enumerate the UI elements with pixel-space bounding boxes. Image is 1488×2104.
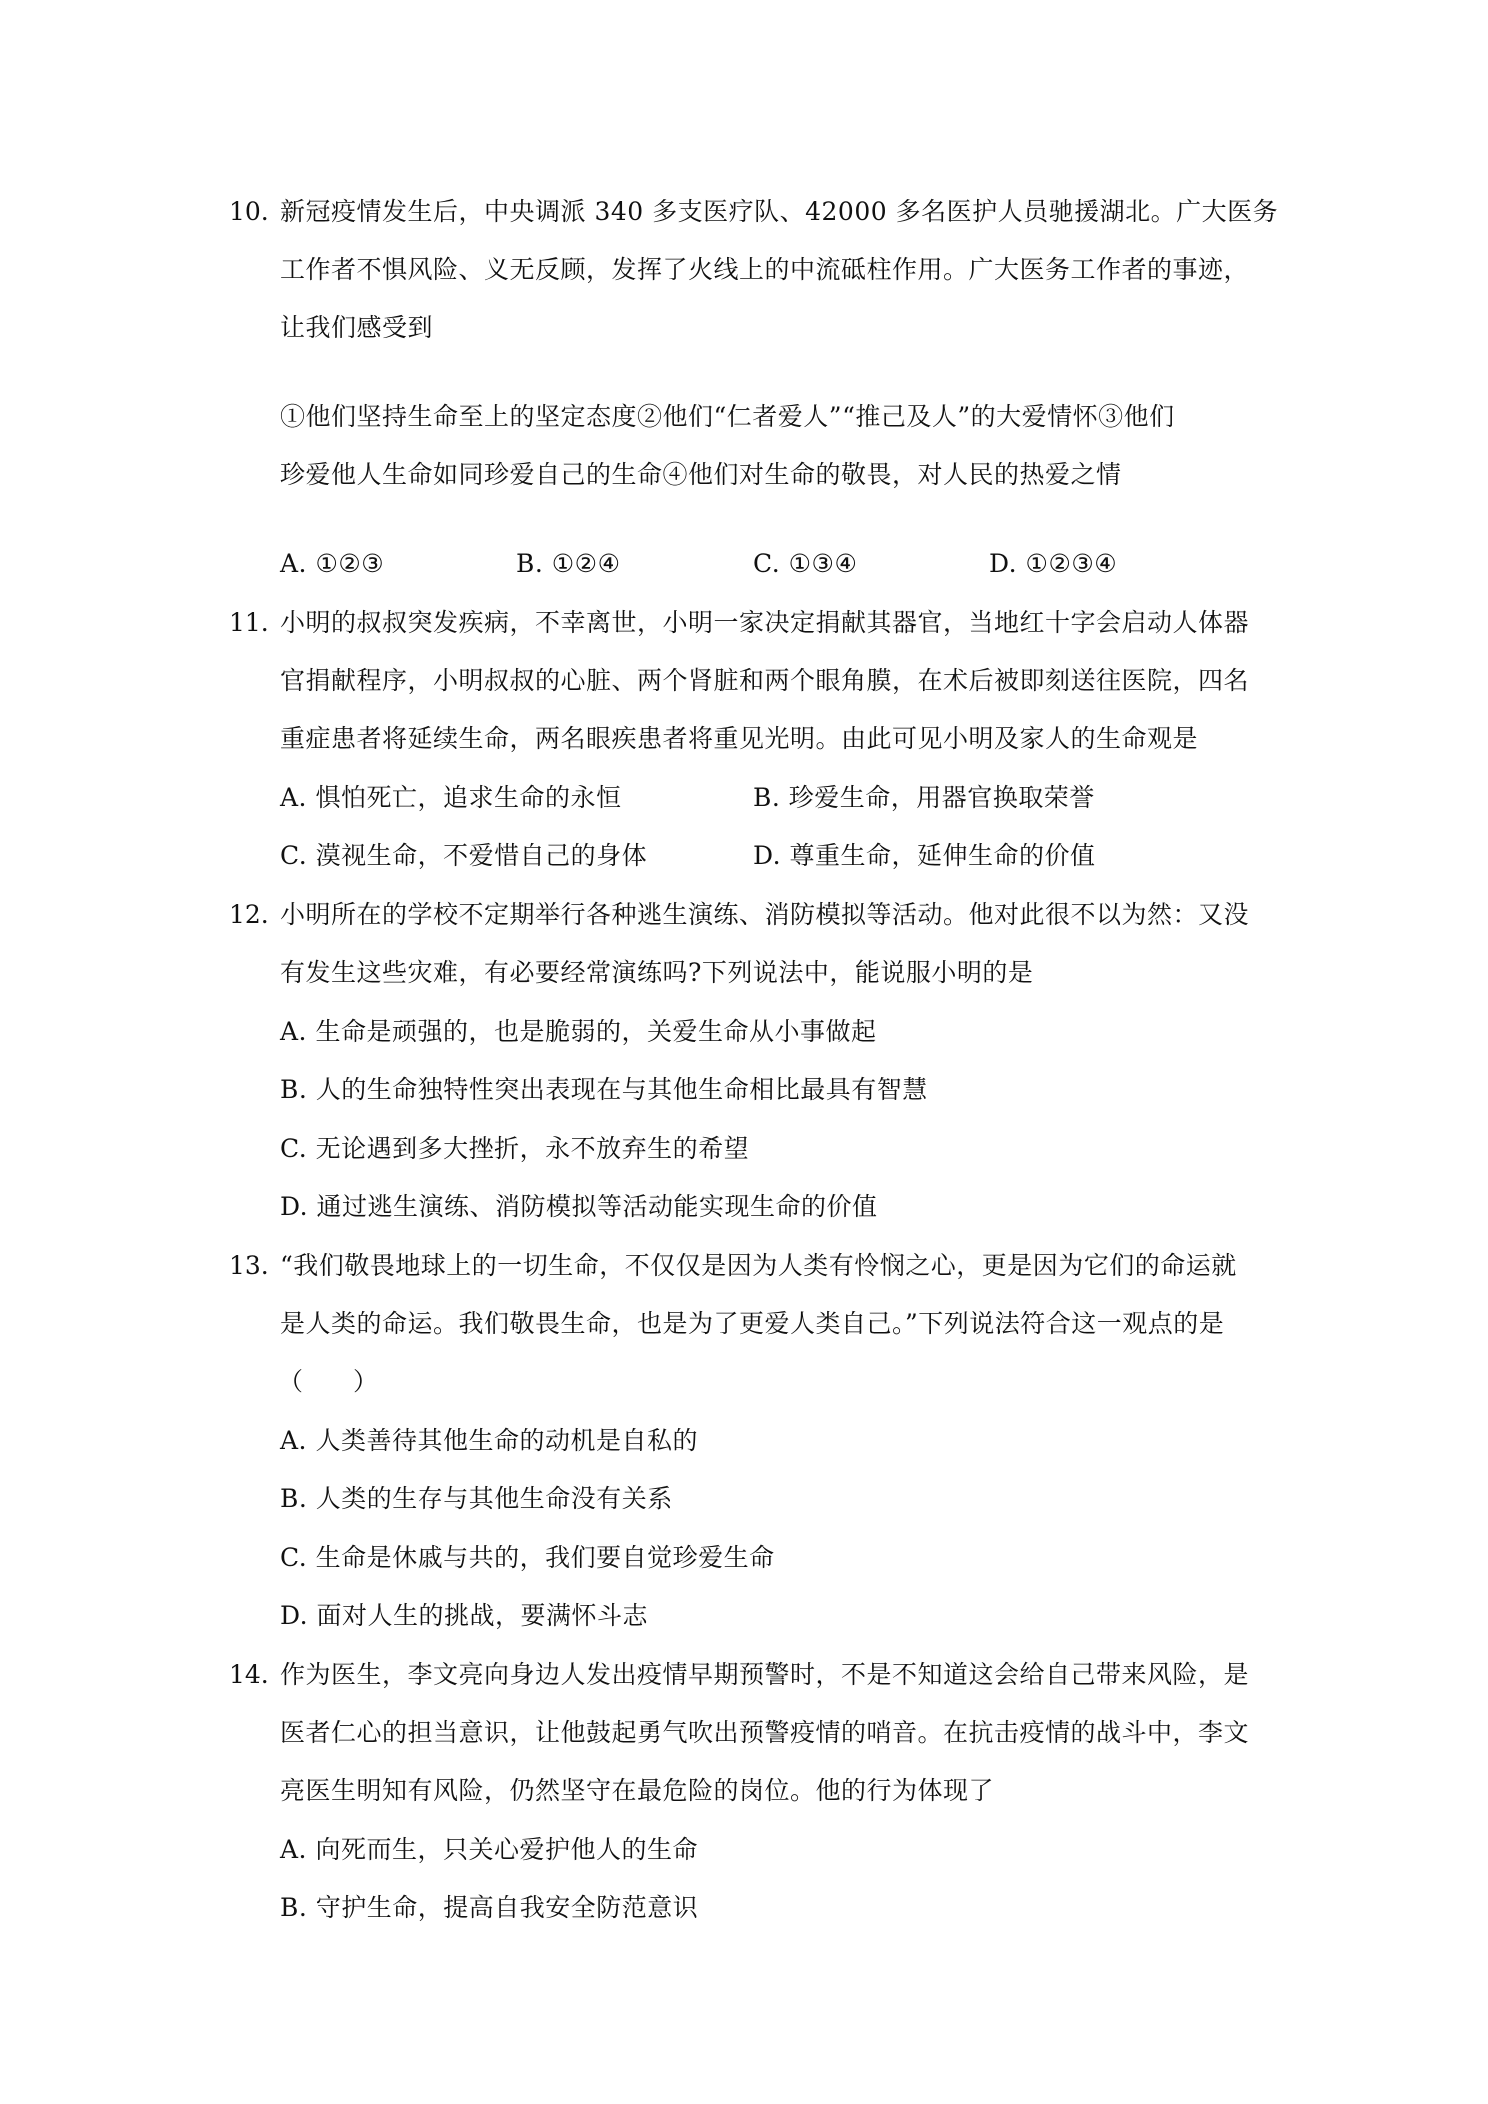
question-text-line: 让我们感受到 [280,313,434,342]
option-a: A. 生命是顽强的，也是脆弱的，关爱生命从小事做起 [280,1017,877,1046]
question-text-line: 是人类的命运。我们敬畏生命，也是为了更爱人类自己。”下列说法符合这一观点的是 [280,1309,1225,1338]
option-d: D. 面对人生的挑战，要满怀斗志 [280,1601,649,1630]
question-text-line: 工作者不惧风险、义无反顾，发挥了火线上的中流砥柱作用。广大医务工作者的事迹， [280,255,1250,284]
option-d: D. 通过逃生演练、消防模拟等活动能实现生命的价值 [280,1192,878,1221]
question-text-line: 新冠疫情发生后，中央调派 340 多支医疗队、42000 多名医护人员驰援湖北。广大医务 [280,197,1279,226]
option-c: C. ①③④ [753,549,858,578]
question-text-line: “我们敬畏地球上的一切生命，不仅仅是因为人类有怜悯之心，更是因为它们的命运就 [280,1251,1237,1280]
statement-line: 珍爱他人生命如同珍爱自己的生命④他们对生命的敬畏，对人民的热爱之情 [280,460,1122,489]
option-c: C. 漠视生命，不爱惜自己的身体 [280,841,648,870]
option-a: A. 惧怕死亡，追求生命的永恒 [280,783,622,812]
option-d: D. ①②③④ [989,549,1118,578]
question-number: 14. [229,1660,269,1689]
option-a: A. 向死而生，只关心爱护他人的生命 [280,1835,698,1864]
option-b: B. 人类的生存与其他生命没有关系 [280,1484,673,1513]
statement-line: ①他们坚持生命至上的坚定态度②他们“仁者爱人”“推己及人”的大爱情怀③他们 [280,402,1175,431]
question-text-line: 医者仁心的担当意识，让他鼓起勇气吹出预警疫情的哨音。在抗击疫情的战斗中，李文 [280,1718,1250,1747]
question-text-line: 小明的叔叔突发疾病，不幸离世，小明一家决定捐献其器官，当地红十字会启动人体器 [280,608,1250,637]
option-b: B. 守护生命，提高自我安全防范意识 [280,1893,699,1922]
option-c: C. 生命是休戚与共的，我们要自觉珍爱生命 [280,1543,775,1572]
option-b: B. ①②④ [516,549,621,578]
option-d: D. 尊重生命，延伸生命的价值 [753,841,1096,870]
option-b: B. 珍爱生命，用器官换取荣誉 [753,783,1095,812]
question-text-line: 小明所在的学校不定期举行各种逃生演练、消防模拟等活动。他对此很不以为然：又没 [280,900,1250,929]
option-a: A. 人类善待其他生命的动机是自私的 [280,1426,698,1455]
option-c: C. 无论遇到多大挫折，永不放弃生的希望 [280,1134,750,1163]
question-text-line: 重症患者将延续生命，两名眼疾患者将重见光明。由此可见小明及家人的生命观是 [280,724,1199,753]
answer-blank: （ ） [278,1367,379,1396]
option-a: A. ①②③ [280,549,385,578]
question-number: 12. [229,900,269,929]
question-text-line: 官捐献程序，小明叔叔的心脏、两个肾脏和两个眼角膜，在术后被即刻送往医院，四名 [280,666,1250,695]
question-text-line: 有发生这些灾难，有必要经常演练吗?下列说法中，能说服小明的是 [280,958,1034,987]
question-number: 11. [229,608,269,637]
question-number: 10. [229,197,269,226]
question-text-line: 亮医生明知有风险，仍然坚守在最危险的岗位。他的行为体现了 [280,1776,995,1805]
question-text-line: 作为医生，李文亮向身边人发出疫情早期预警时，不是不知道这会给自己带来风险，是 [280,1660,1250,1689]
option-b: B. 人的生命独特性突出表现在与其他生命相比最具有智慧 [280,1075,928,1104]
question-number: 13. [229,1251,269,1280]
